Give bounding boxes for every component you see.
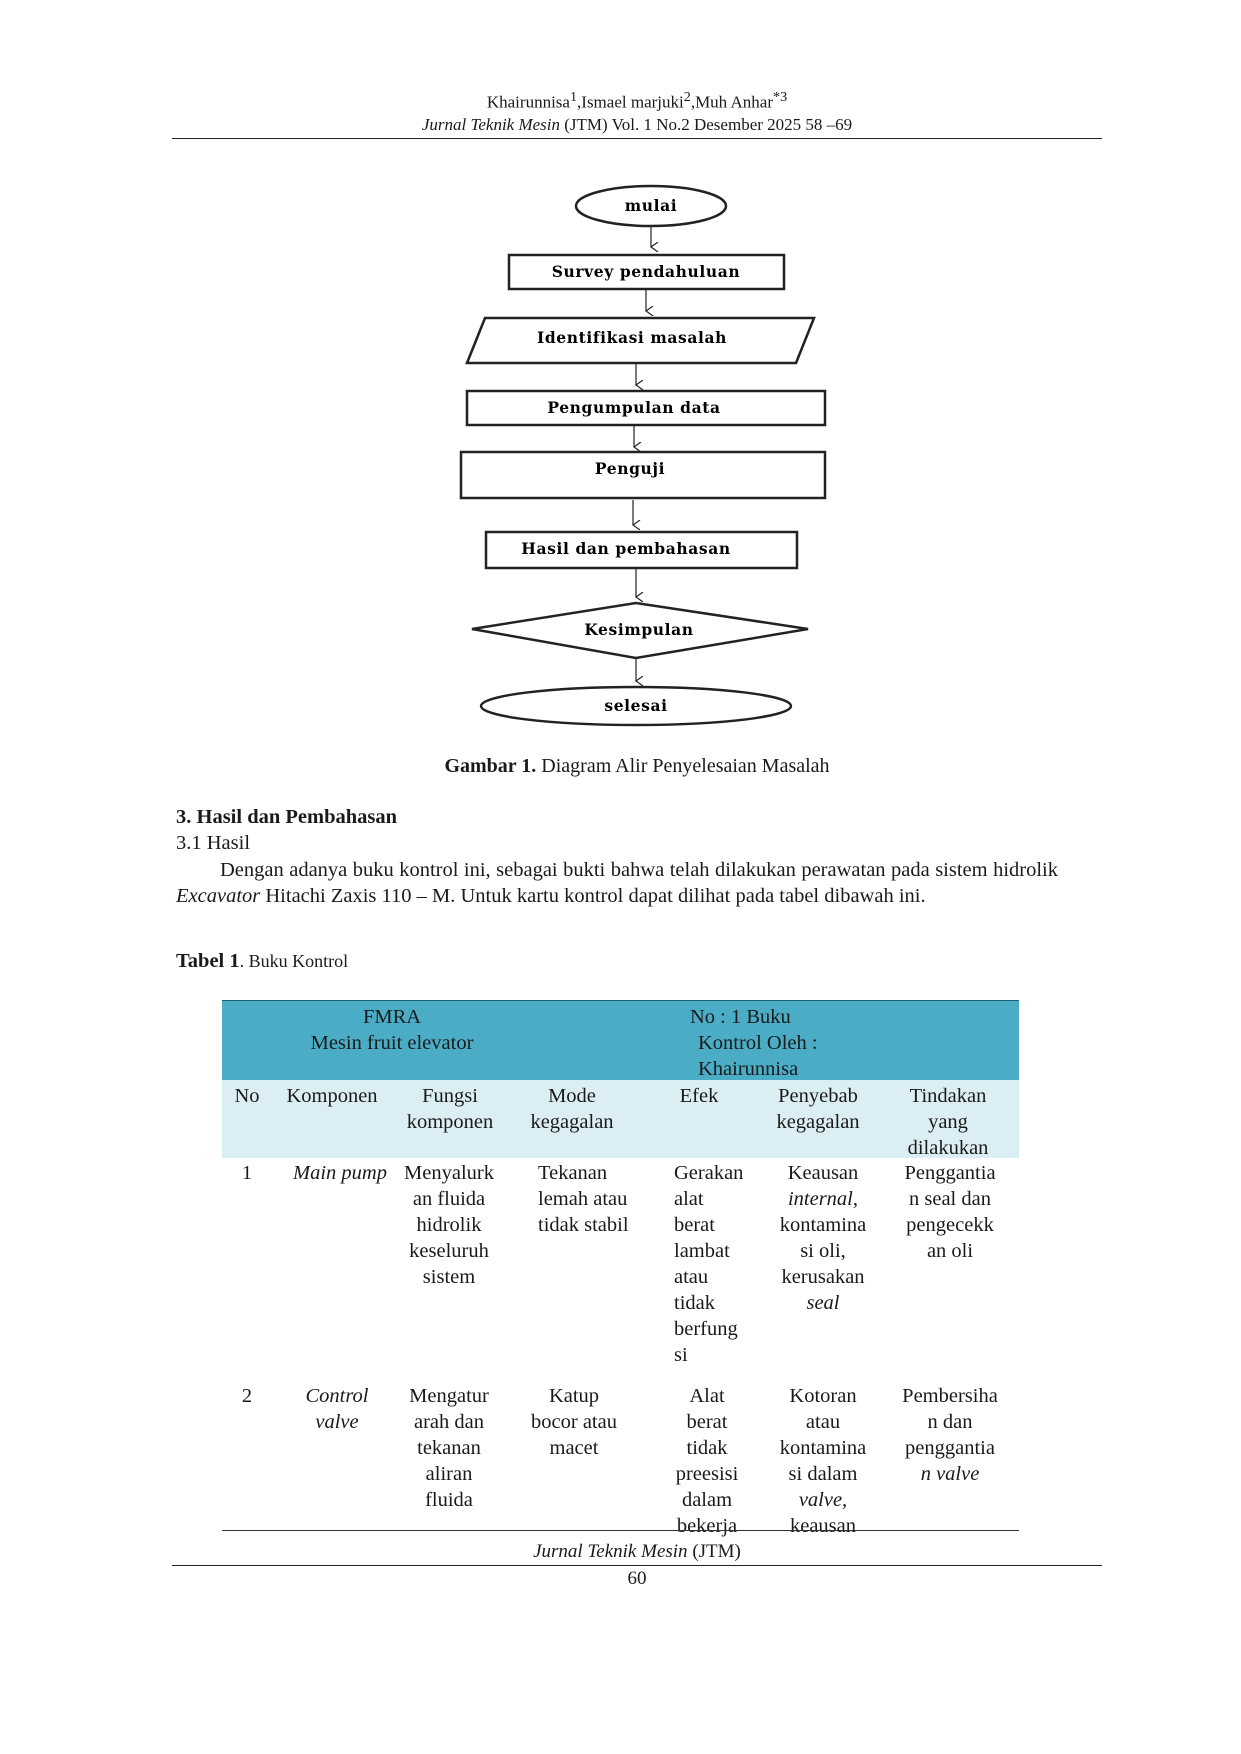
row2-no: 2 — [241, 1385, 253, 1407]
row1-tindakan: Penggantia n seal dan pengecekk an oli — [904, 1162, 996, 1262]
subsection-heading: 3.1 Hasil — [176, 832, 251, 854]
row2-efek: Alat berat tidak preesisi dalam bekerja — [675, 1385, 739, 1537]
header-journal: Jurnal Teknik Mesin (JTM) Vol. 1 No.2 Desember 2025 58 –69 — [421, 114, 853, 134]
section-heading: 3. Hasil dan Pembahasan — [176, 806, 397, 828]
footer-rule — [172, 1565, 1102, 1566]
header-rule — [172, 138, 1102, 139]
header-mode: Mode kegagalan — [530, 1085, 614, 1133]
table-title-right: No : 1 Buku Kontrol Oleh : Khairunnisa — [690, 1006, 818, 1080]
row2-komponen: Control valve — [305, 1385, 369, 1433]
row1-no: 1 — [241, 1162, 253, 1184]
flow-step-kesimpulan: Kesimpulan — [584, 620, 694, 639]
header-authors: Khairunnisa$^1$,Ismael marjuki$^2$,Muh Anhar$^{*3}$ — [486, 89, 788, 112]
table-title-left: FMRA Mesin fruit elevator — [310, 1006, 474, 1054]
row2-tindakan: Pembersiha n dan penggantia n valve — [902, 1385, 998, 1485]
body-paragraph: Dengan adanya buku kontrol ini, sebagai bukti bahwa telah dilakukan perawatan pada sistem hidrolik Excavator Hitachi Zaxis 110 – M. Untuk kartu kontrol dapat dilihat pada tabel dibawah ini. — [176, 859, 1058, 907]
row2-penyebab: Kotoran atau kontamina si dalam valve, keausan — [779, 1385, 867, 1537]
header-komponen: Komponen — [286, 1085, 378, 1107]
header-efek: Efek — [679, 1085, 719, 1107]
header-penyebab: Penyebab kegagalan — [776, 1085, 860, 1133]
running-header — [172, 86, 1102, 136]
row1-fungsi: Menyalurk an fluida hidrolik keseluruh sistem — [404, 1162, 494, 1288]
row1-penyebab: Keausan internal, kontamina si oli, kerusakan seal — [779, 1162, 867, 1314]
flow-step-identifikasi: Identifikasi masalah — [536, 328, 728, 347]
table-title-band — [222, 1000, 1019, 1082]
row2-mode: Katup bocor atau macet — [531, 1385, 617, 1459]
flow-step-selesai: selesai — [604, 696, 668, 715]
flow-step-penguji: Penguji — [594, 459, 666, 478]
header-no: No — [234, 1085, 260, 1107]
running-footer: Jurnal Teknik Mesin (JTM) — [533, 1541, 741, 1562]
row1-mode: Tekanan lemah atau tidak stabil — [538, 1162, 629, 1236]
header-tindakan: Tindakan yang dilakukan — [907, 1085, 989, 1159]
flow-step-hasil: Hasil dan pembahasan — [521, 539, 731, 558]
flowchart-diagram — [440, 175, 830, 735]
header-fungsi: Fungsi komponen — [406, 1085, 494, 1133]
flow-step-survey: Survey pendahuluan — [551, 262, 741, 281]
row1-komponen: Main pump — [293, 1162, 387, 1184]
table-header-row — [222, 1080, 1019, 1158]
row2-fungsi: Mengatur arah dan tekanan aliran fluida — [409, 1385, 489, 1511]
figure-caption: Gambar 1. Diagram Alir Penyelesaian Masalah — [444, 755, 830, 777]
row1-efek: Gerakan alat berat lambat atau tidak berfung si — [674, 1162, 744, 1366]
flow-step-mulai: mulai — [624, 196, 678, 215]
table-caption: Tabel 1. Buku Kontrol — [176, 950, 349, 972]
page-number: 60 — [627, 1568, 647, 1589]
table-bottom-rule — [222, 1530, 1019, 1531]
flow-step-pengumpulan: Pengumpulan data — [547, 398, 721, 417]
